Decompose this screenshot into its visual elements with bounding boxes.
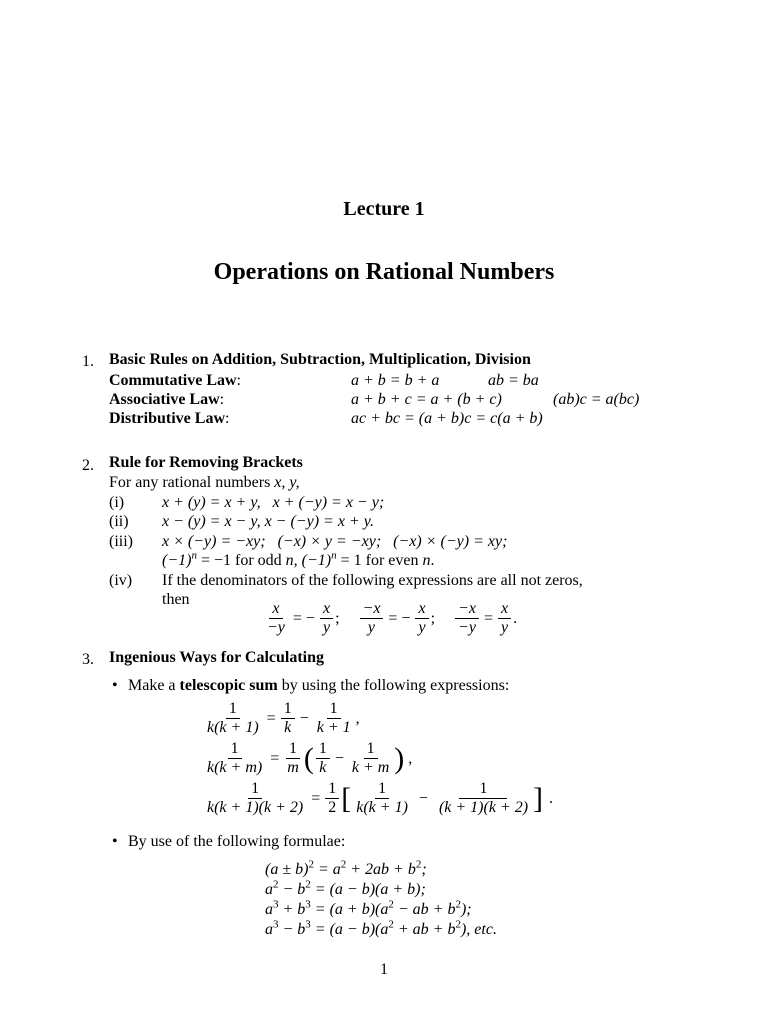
bullet-1-text: Make a telescopic sum by using the following expressions: (128, 677, 510, 694)
fraction: $\frac{1}{k(k + m)}$ (207, 740, 263, 776)
section-2-number: 2. (82, 457, 94, 474)
page-title: Operations on Rational Numbers (213, 259, 555, 285)
item-iv-text: If the denominators of the following expressions are all not zeros, (162, 572, 583, 589)
formula-line: $a^3 - b^3 = (a - b)(a^2$ + ab + $b^2$), etc. (265, 918, 497, 938)
telescopic-eq-2: $\frac{1}{k(k + m)}$ = $\frac{1}{m}$ ( $\frac{1}{k}$ − $\frac{1}{k + m}$ ) , (202, 740, 412, 777)
law-formula: a + b + c = a + (b + c) (351, 391, 502, 408)
section-2-intro: For any rational numbers x, y, (109, 474, 300, 491)
item-label: (iii) (109, 533, 133, 550)
fraction: $\frac{1}{k}$ (316, 740, 330, 777)
formula-line: $(a \pm b)^2 = a^2 + 2ab + b^2$; (265, 858, 427, 878)
fraction: $\frac{x}{-y}$ (267, 600, 285, 636)
fraction: $\frac{1}{k}$ (281, 700, 295, 737)
fraction: $\frac{1}{k(k + 1)}$ (356, 780, 408, 816)
bullet-2-text: By use of the following formulae: (128, 833, 346, 850)
item-label: (ii) (109, 513, 129, 530)
page-number: 1 (380, 961, 388, 978)
fraction: $\frac{1}{k + m}$ (351, 740, 390, 776)
item-formula: x − (y) = x − y, x − (−y) = x + y. (162, 513, 374, 530)
fraction-equations: $\frac{x}{-y}$ = − $\frac{x}{y}$ ; $\frac{-x}{y}$ = − $\frac{x}{y}$ ; $\frac{-x}{-y}$ = $\frac{x}{y}$ . (262, 600, 517, 637)
section-1-heading: Basic Rules on Addition, Subtraction, Multiplication, Division (109, 351, 531, 368)
item-formula: x × (−y) = −xy; (−x) × y = −xy; (−x) × (−y) = xy; (162, 533, 508, 550)
telescopic-eq-3: $\frac{1}{k(k + 1)(k + 2)}$ = $\frac{1}{2}$ [ $\frac{1}{k(k + 1)}$ − $\frac{1}{(k + 1)(k + 2)}$ ] . (202, 780, 553, 817)
fraction: $\frac{x}{y}$ (415, 600, 428, 637)
item-label: (i) (109, 494, 125, 511)
fraction: $\frac{1}{2}$ (325, 780, 339, 817)
law-colon: : (236, 372, 241, 389)
fraction: $\frac{-x}{y}$ (360, 600, 384, 637)
lecture-label: Lecture 1 (343, 198, 425, 220)
law-row-distributive (109, 409, 229, 428)
fraction: $\frac{x}{y}$ (320, 600, 333, 637)
law-row-associative (109, 390, 224, 409)
telescopic-eq-1: $\frac{1}{k(k + 1)}$ = $\frac{1}{k}$ − $\frac{1}{k + 1}$ , (202, 700, 360, 737)
item-iv-text-2: then (162, 591, 190, 608)
bullet-marker: • (112, 677, 118, 694)
law-name: Commutative Law (109, 372, 237, 389)
fraction: $\frac{1}{m}$ (287, 740, 299, 776)
law-row-commutative (109, 371, 241, 390)
fraction: $\frac{1}{k + 1}$ (316, 700, 351, 736)
section-1-number: 1. (82, 353, 94, 370)
law-formula: ac + bc = (a + b)c = c(a + b) (351, 410, 543, 427)
item-formula: x + (y) = x + y, x + (−y) = x − y; (162, 494, 385, 511)
law-formula: (ab)c = a(bc) (553, 391, 640, 408)
formula-line: $a^3 + b^3 = (a + b)(a^2$ − ab + $b^2$); (265, 898, 472, 918)
item-iii-line2: $(-1)^n = -1$ for odd n, $(-1)^n = 1$ for even n. (162, 549, 435, 569)
law-colon: : (219, 391, 225, 408)
law-colon: : (225, 410, 230, 427)
fraction: $\frac{1}{(k + 1)(k + 2)}$ (438, 780, 529, 816)
law-formula: ab = ba (488, 372, 539, 389)
fraction: $\frac{x}{y}$ (498, 600, 511, 637)
section-3-heading: Ingenious Ways for Calculating (109, 649, 325, 666)
law-name: Associative Law (109, 391, 220, 408)
fraction: $\frac{1}{k(k + 1)}$ (207, 700, 259, 736)
law-formula: a + b = b + a (351, 372, 440, 389)
fraction: $\frac{-x}{-y}$ (455, 600, 479, 637)
item-label: (iv) (109, 572, 133, 589)
formula-line: $a^2 - b^2 = (a - b)(a + b)$; (265, 878, 426, 898)
fraction: $\frac{1}{k(k + 1)(k + 2)}$ (207, 780, 304, 816)
law-name: Distributive Law (109, 410, 225, 427)
bullet-marker: • (112, 833, 118, 850)
section-2-heading: Rule for Removing Brackets (109, 454, 303, 471)
section-3-number: 3. (82, 651, 94, 668)
